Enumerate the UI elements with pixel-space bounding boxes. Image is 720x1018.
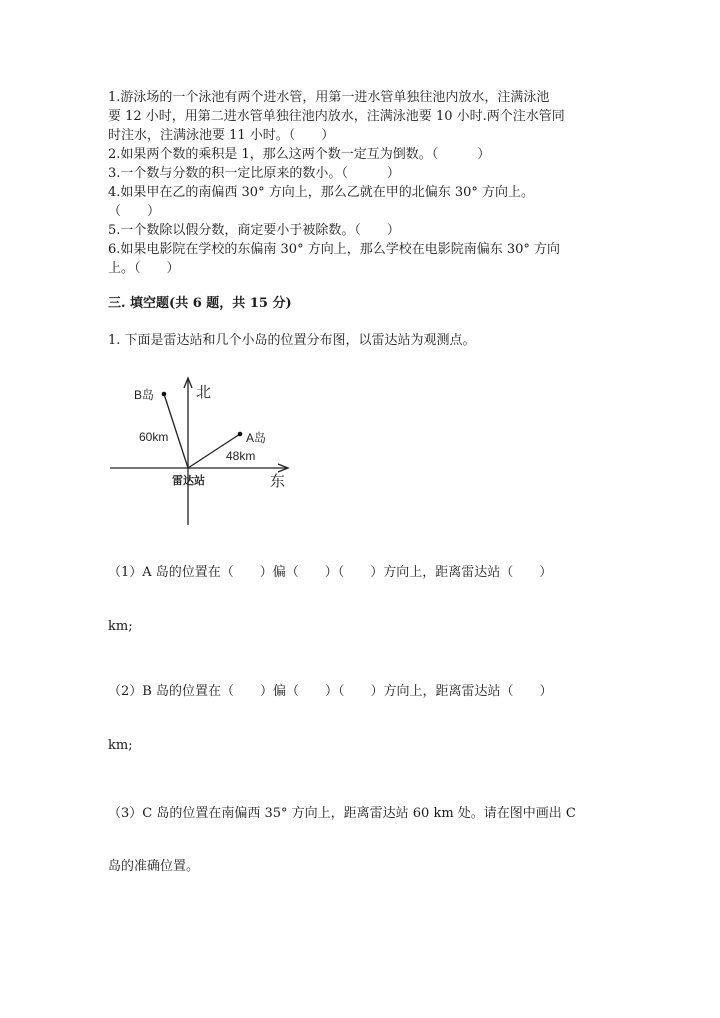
judge-line-5: 3.一个数与分数的积一定比原来的数小。（ ） [108, 166, 400, 181]
sub-question-3: （3）C 岛的位置在南偏西 35° 方向上，距离雷达站 60 km 处。请在图中画出 C [108, 806, 576, 821]
judge-line-3: 时注水，注满泳池要 11 小时。（ ） [108, 128, 335, 143]
judge-line-10: 上。（ ） [108, 261, 180, 276]
north-label: 北 [196, 384, 212, 401]
island-b-distance: 60km [139, 430, 169, 444]
judge-line-1: 1.游泳场的一个泳池有两个进水管，用第一进水管单独往池内放水，注满泳池 [108, 90, 550, 105]
island-a-distance: 48km [226, 449, 256, 463]
island-b-point [162, 392, 167, 397]
sub-question-2: （2）B 岛的位置在（ ）偏（ ）（ ）方向上，距离雷达站（ ） [108, 684, 553, 699]
sub-question-1-unit: km; [108, 619, 133, 634]
sub-question-1: （1）A 岛的位置在（ ）偏（ ）（ ）方向上，距离雷达站（ ） [108, 565, 553, 580]
radar-position-diagram [108, 370, 298, 530]
judge-line-6: 4.如果甲在乙的南偏西 30° 方向上，那么乙就在甲的北偏东 30° 方向上。 [108, 185, 535, 200]
judge-line-7: （ ） [108, 204, 161, 219]
station-label: 雷达站 [172, 475, 205, 487]
sub-question-2-unit: km; [108, 738, 133, 753]
judge-line-2: 要 12 小时，用第二进水管单独往池内放水，注满泳池要 10 小时.两个注水管同 [108, 109, 565, 124]
judge-line-4: 2.如果两个数的乘积是 1，那么这两个数一定互为倒数。（ ） [108, 147, 491, 162]
judge-question-block [108, 88, 565, 278]
sub-question-3-continued: 岛的准确位置。 [108, 859, 200, 874]
east-label: 东 [270, 473, 286, 490]
fill-question-intro: 1. 下面是雷达站和几个小岛的位置分布图，以雷达站为观测点。 [108, 333, 476, 348]
island-a-point [238, 432, 243, 437]
island-a-label: A岛 [246, 431, 267, 445]
judge-line-8: 5.一个数除以假分数，商定要小于被除数。（ ） [108, 223, 400, 238]
judge-line-9: 6.如果电影院在学校的东偏南 30° 方向上，那么学校在电影院南偏东 30° 方向 [108, 242, 561, 257]
section-heading: 三. 填空题(共 6 题，共 15 分) [108, 296, 292, 311]
island-b-label: B岛 [134, 388, 155, 402]
